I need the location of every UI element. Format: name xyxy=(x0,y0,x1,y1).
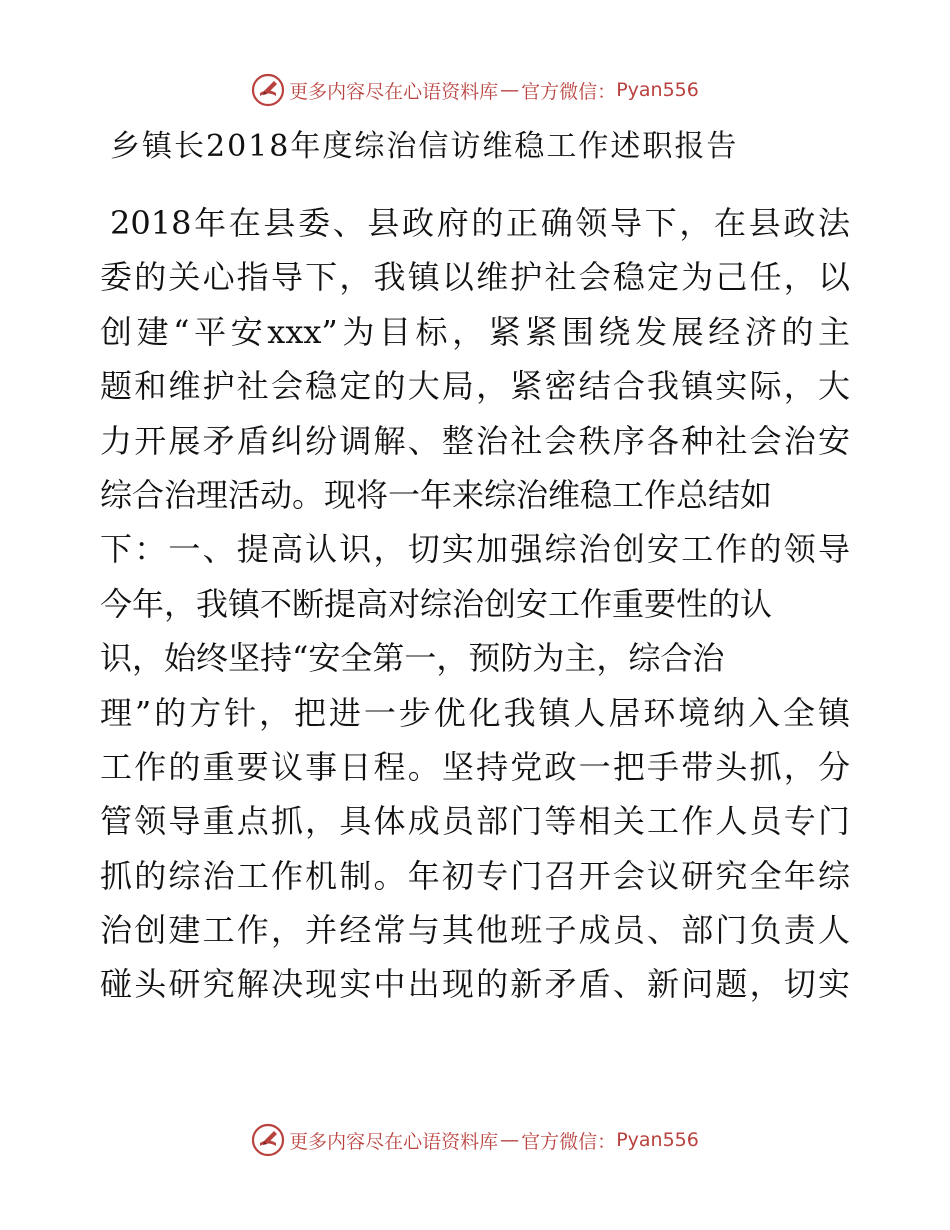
book-pen-logo-icon xyxy=(251,73,285,107)
book-pen-logo-icon xyxy=(251,1123,285,1157)
body-line: 治创建工作，并经常与其他班子成员、部门负责人 xyxy=(100,911,850,950)
body-line: 工作的重要议事日程。坚持党政一把手带头抓，分 xyxy=(100,747,850,786)
body-line: 下：一、提高认识，切实加强综治创安工作的领导 xyxy=(100,530,850,569)
header-watermark xyxy=(0,70,950,110)
document-body xyxy=(100,196,850,1012)
body-line: 抓的综治工作机制。年初专门召开会议研究全年综 xyxy=(100,856,850,895)
watermark-text: 更多内容尽在心语资料库 xyxy=(289,80,499,103)
body-line: 题和维护社会稳定的大局，紧密结合我镇实际，大 xyxy=(100,367,850,406)
body-line: 委的关心指导下，我镇以维护社会稳定为己任，以 xyxy=(100,258,850,297)
body-line: 识，始终坚持“安全第一，预防为主，综合治 xyxy=(100,639,725,678)
body-line: 管领导重点抓，具体成员部门等相关工作人员专门 xyxy=(100,802,850,841)
body-line: 力开展矛盾纠纷调解、整治社会秩序各种社会治安 xyxy=(100,421,850,460)
watermark-label: 官方微信： xyxy=(521,1130,617,1153)
watermark-label: 官方微信： xyxy=(521,80,617,103)
body-line: 今年，我镇不断提高对综治创安工作重要性的认 xyxy=(100,584,773,623)
watermark-dash: — xyxy=(500,1129,520,1151)
body-line: 创建“平安xxx”为目标，紧紧围绕发展经济的主 xyxy=(100,312,850,351)
watermark-dash: — xyxy=(500,79,520,101)
body-line: 碰头研究解决现实中出现的新矛盾、新问题，切实 xyxy=(100,965,850,1004)
watermark-wechat-id: Pyan556 xyxy=(616,79,699,101)
watermark-wechat-id: Pyan556 xyxy=(616,1129,699,1151)
document-title: 乡镇长2018年度综治信访维稳工作述职报告 xyxy=(110,129,739,164)
body-line: 综合治理活动。现将一年来综治维稳工作总结如 xyxy=(100,475,773,514)
footer-watermark xyxy=(0,1120,950,1160)
body-line: 理”的方针，把进一步优化我镇人居环境纳入全镇 xyxy=(100,693,850,732)
watermark-text: 更多内容尽在心语资料库 xyxy=(289,1130,499,1153)
body-line: 2018年在县委、县政府的正确领导下，在县政法 xyxy=(110,204,850,242)
